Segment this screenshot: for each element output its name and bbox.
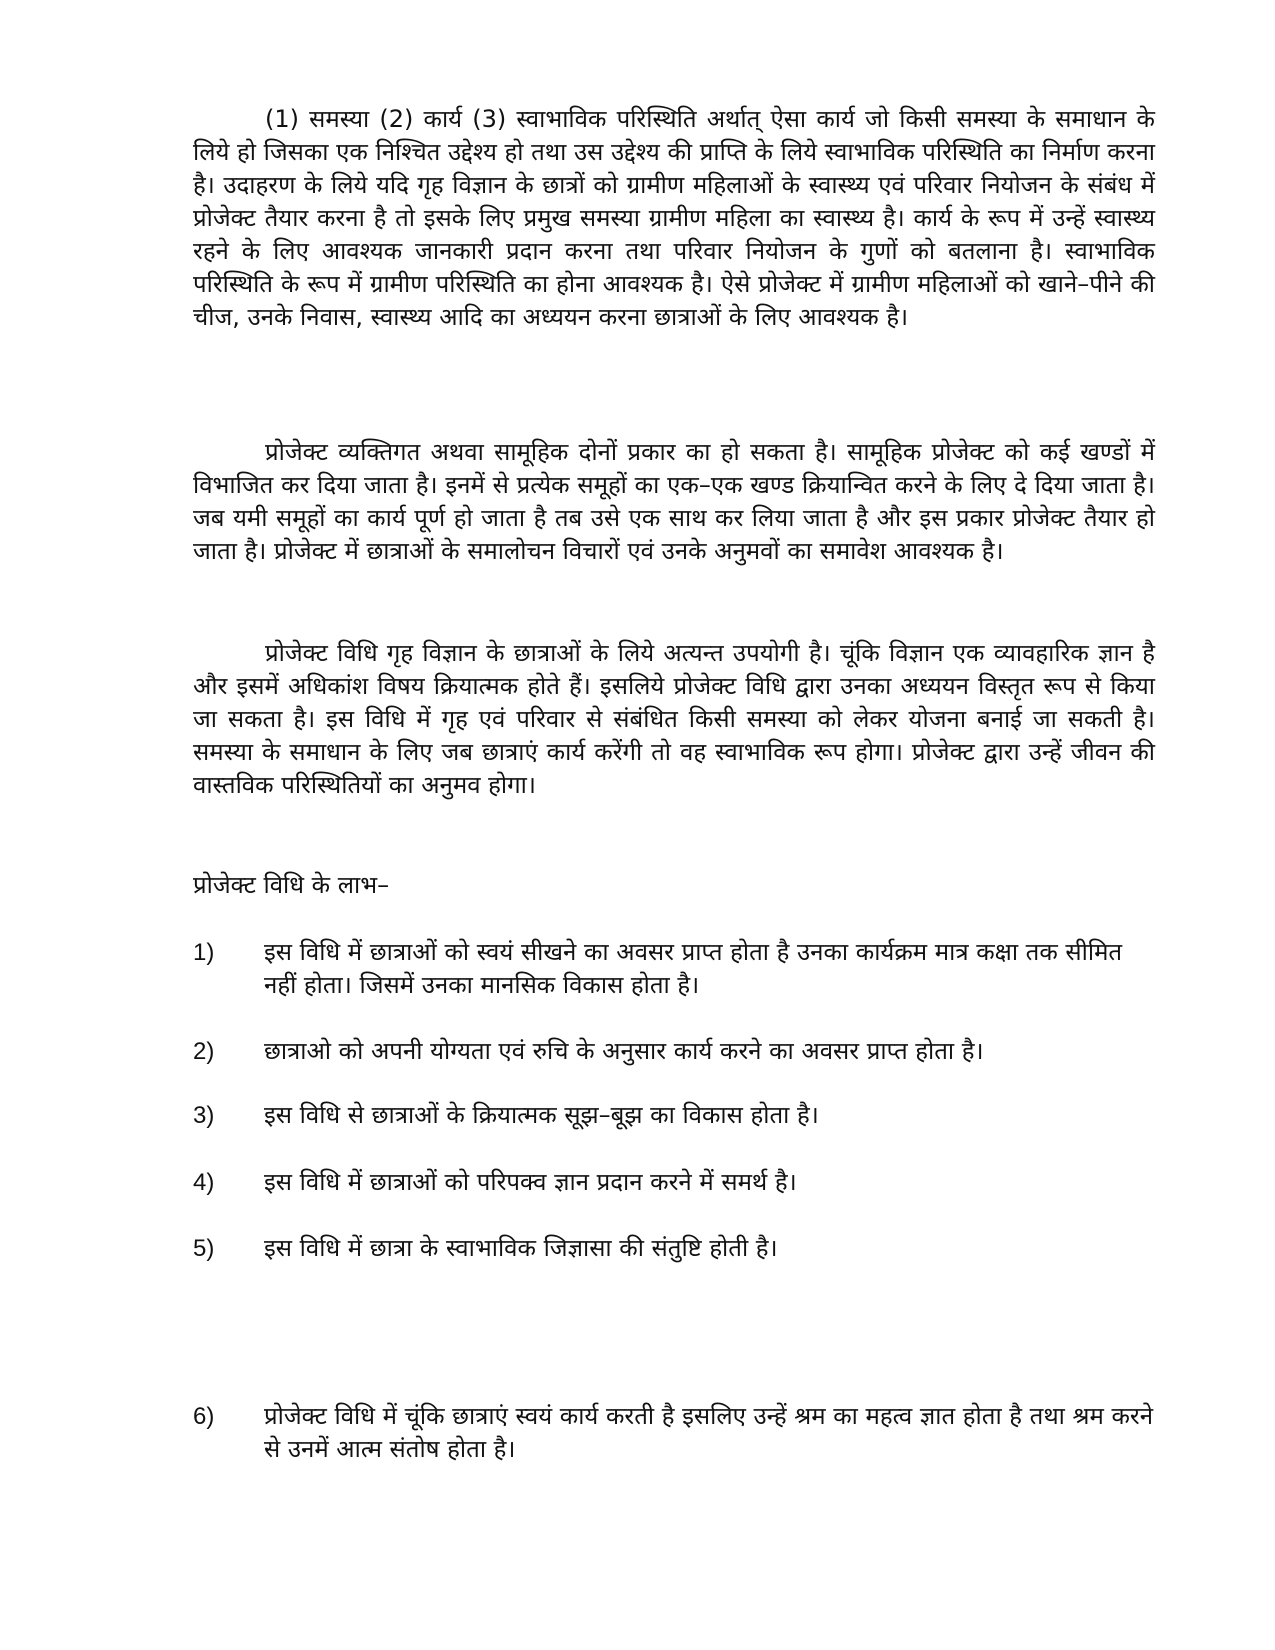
list-item — [193, 1232, 1155, 1265]
list-item-number: 2) — [193, 1038, 215, 1065]
list-item-text: छात्राओ को अपनी योग्यता एवं रुचि के अनुसार कार्य करने का अवसर प्राप्त होता है। — [264, 1037, 984, 1065]
list-item-number: 5) — [193, 1235, 215, 1262]
list-item — [193, 1166, 1155, 1199]
list-item — [193, 936, 1155, 1002]
list-item-text: प्रोजेक्ट विधि में चूंकि छात्राएं स्वयं कार्य करती है इसलिए उन्हें श्रम का महत्व ज्ञात होता है तथा श्रम करने से उनमें आत्म संतोष होता है। — [264, 1402, 1154, 1463]
list-item-number: 3) — [193, 1102, 215, 1129]
paragraph-project-method-usefulness: प्रोजेक्ट विधि गृह विज्ञान के छात्राओं के लिये अत्यन्त उपयोगी है। चूंकि विज्ञान एक व्यावहारिक ज्ञान है और इसमें अधिकांश विषय क्रियात्मक होते हैं। इसलिये प्रोजेक्ट विधि द्वारा उनका अध्ययन विस्तृत रूप से किया जा सकता है। इस विधि में गृह एवं परिवार से संबंधित किसी समस्या को लेकर योजना बनाई जा सकती है। समस्या के समाधान के लिए जब छात्राएं कार्य करेंगी तो वह स्वाभाविक रूप होगा। प्रोजेक्ट द्वारा उन्हें जीवन की वास्तविक परिस्थितियों का अनुमव होगा। — [193, 639, 1155, 799]
list-item-text: इस विधि में छात्राओं को स्वयं सीखने का अवसर प्राप्त होता है उनका कार्यक्रम मात्र कक्षा तक सीमित नहीं होता। जिसमें उनका मानसिक विकास होता है। — [264, 938, 1123, 999]
list-item — [193, 1099, 1155, 1132]
list-item-number: 1) — [193, 939, 215, 966]
paragraph-project-elements: (1) समस्या (2) कार्य (3) स्वाभाविक परिस्थिति अर्थात् ऐसा कार्य जो किसी समस्या के समाधान के लिये हो जिसका एक निश्चित उद्देश्य हो तथा उस उद्देश्य की प्राप्ति के लिये स्वाभाविक परिस्थिति का निर्माण करना है। उदाहरण के लिये यदि गृह विज्ञान के छात्रों को ग्रामीण महिलाओं के स्वास्थ्य एवं परिवार नियोजन के संबंध में प्रोजेक्ट तैयार करना है तो इसके लिए प्रमुख समस्या ग्रामीण महिला का स्वास्थ्य है। कार्य के रूप में उन्हें स्वास्थ्य रहने के लिए आवश्यक जानकारी प्रदान करना तथा परिवार नियोजन के गुणों को बतलाना है। स्वाभाविक परिस्थिति के रूप में ग्रामीण परिस्थिति का होना आवश्यक है। ऐसे प्रोजेक्ट में ग्रामीण महिलाओं को खाने–पीने की चीज, उनके निवास, स्वास्थ्य आदि का अध्ययन करना छात्राओं के लिए आवश्यक है। — [193, 105, 1155, 331]
list-item-text: इस विधि में छात्रा के स्वाभाविक जिज्ञासा की संतुष्टि होती है। — [264, 1234, 778, 1262]
list-item — [193, 1035, 1155, 1068]
list-item-text: इस विधि से छात्राओं के क्रियात्मक सूझ–बूझ का विकास होता है। — [264, 1101, 819, 1129]
list-item-text: इस विधि में छात्राओं को परिपक्व ज्ञान प्रदान करने में समर्थ है। — [264, 1168, 797, 1196]
list-item-number: 4) — [193, 1169, 215, 1196]
paragraph-individual-group-project: प्रोजेक्ट व्यक्तिगत अथवा सामूहिक दोनों प्रकार का हो सकता है। सामूहिक प्रोजेक्ट को कई खण्डों में विभाजित कर दिया जाता है। इनमें से प्रत्येक समूहों का एक–एक खण्ड क्रियान्वित करने के लिए दे दिया जाता है। जब यमी समूहों का कार्य पूर्ण हो जाता है तब उसे एक साथ कर लिया जाता है और इस प्रकार प्रोजेक्ट तैयार हो जाता है। प्रोजेक्ट में छात्राओं के समालोचन विचारों एवं उनके अनुमवों का समावेश आवश्यक है। — [193, 438, 1155, 565]
list-item-number: 6) — [193, 1403, 215, 1430]
list-item — [193, 1400, 1155, 1466]
benefits-heading: प्रोजेक्ट विधि के लाभ– — [193, 871, 390, 899]
